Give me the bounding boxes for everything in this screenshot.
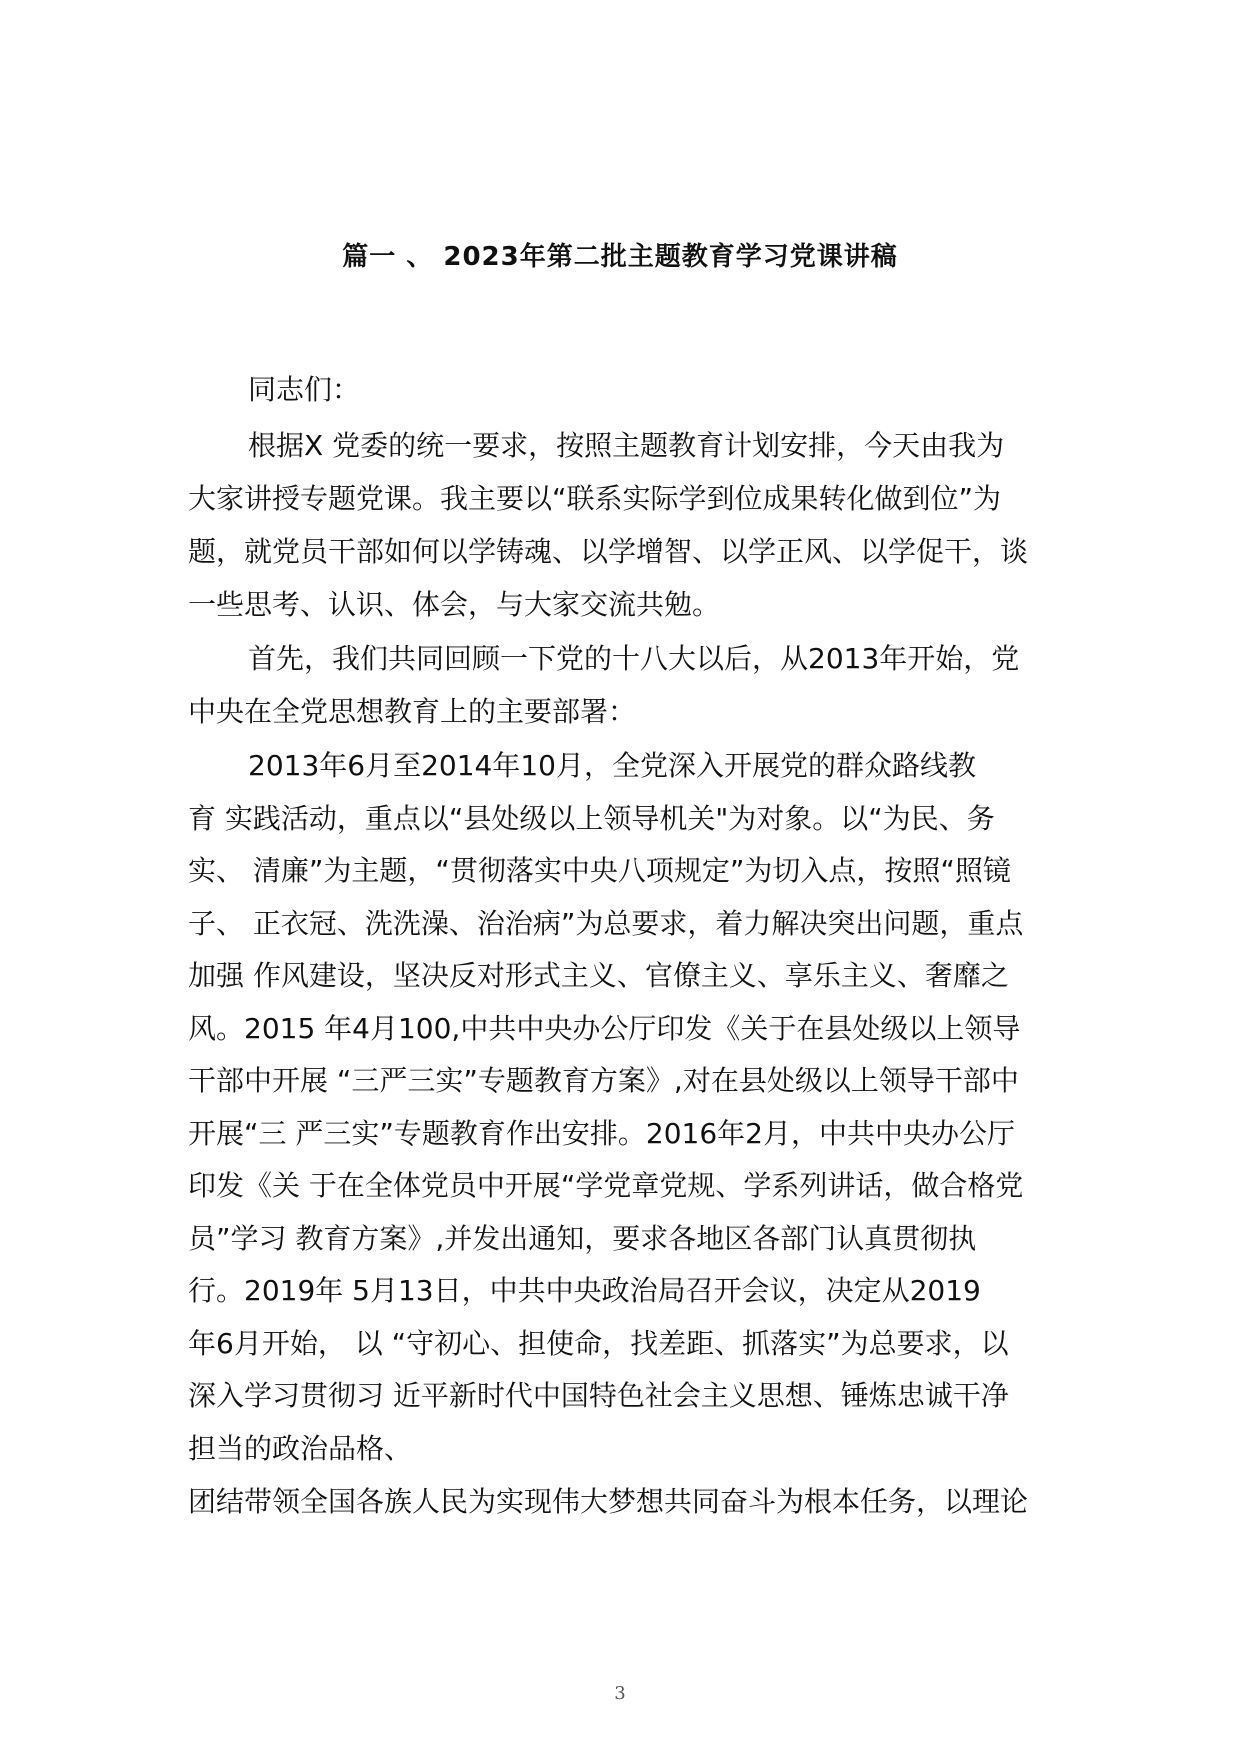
- paragraph-line: 2013年6月至2014年10月，全党深入开展党的群众路线教: [248, 749, 976, 782]
- paragraph-line: 年6月开始， 以 “守初心、担使命，找差距、抓落实”为总要求，以: [188, 1327, 1009, 1360]
- paragraph-line: 题，就党员干部如何以学铸魂、以学增智、以学正风、以学促干，谈: [188, 535, 1029, 568]
- paragraph-line: 干部中开展 “三严三实”专题教育方案》,对在县处级以上领导干部中: [188, 1064, 1019, 1097]
- paragraph-line: 团结带领全国各族人民为实现伟大梦想共同奋斗为根本任务，以理论: [188, 1485, 1029, 1518]
- paragraph-line: 风。2015 年4月100,中共中央办公厅印发《关于在县处级以上领导: [188, 1012, 1021, 1045]
- paragraph-line: 开展“三 严三实”专题教育作出安排。2016年2月，中共中央办公厅: [188, 1117, 1015, 1150]
- paragraph-line: 中央在全党思想教育上的主要部署：: [188, 695, 637, 728]
- paragraph-line: 深入学习贯彻习 近平新时代中国特色社会主义思想、锤炼忠诚干净: [188, 1379, 1009, 1412]
- paragraph-line: 子、 正衣冠、洗洗澡、治治病”为总要求，着力解决突出问题，重点: [188, 907, 1024, 940]
- paragraph-line: 一些思考、认识、体会，与大家交流共勉。: [188, 588, 721, 621]
- paragraph-line: 印发《关 于在全体党员中开展“学党章党规、学系列讲话，做合格党: [188, 1169, 1024, 1202]
- paragraph-line: 大家讲授专题党课。我主要以“联系实际学到位成果转化做到位”为: [188, 482, 1002, 515]
- page-number: 3: [614, 1683, 626, 1704]
- paragraph-line: 行。2019年 5月13日，中共中央政治局召开会议，决定从2019: [188, 1274, 981, 1307]
- paragraph-line: 员”学习 教育方案》,并发出通知，要求各地区各部门认真贯彻执: [188, 1222, 977, 1255]
- paragraph-line: 根据X 党委的统一要求，按照主题教育计划安排，今天由我为: [248, 429, 1005, 462]
- paragraph-line: 育 实践活动，重点以“县处级以上领导机关"为对象。以“为民、务: [188, 802, 995, 835]
- document-title: 篇一 、 2023年第二批主题教育学习党课讲稿: [342, 242, 898, 272]
- paragraph-line: 实、 清廉”为主题，“贯彻落实中央八项规定”为切入点，按照“照镜: [188, 854, 1011, 887]
- paragraph-line: 首先，我们共同回顾一下党的十八大以后，从2013年开始，党: [248, 642, 1020, 675]
- paragraph-line: 担当的政治品格、: [188, 1432, 413, 1465]
- paragraph-line: 加强 作风建设，坚决反对形式主义、官僚主义、享乐主义、奢靡之: [188, 959, 1009, 992]
- paragraph-line: 同志们：: [248, 373, 361, 406]
